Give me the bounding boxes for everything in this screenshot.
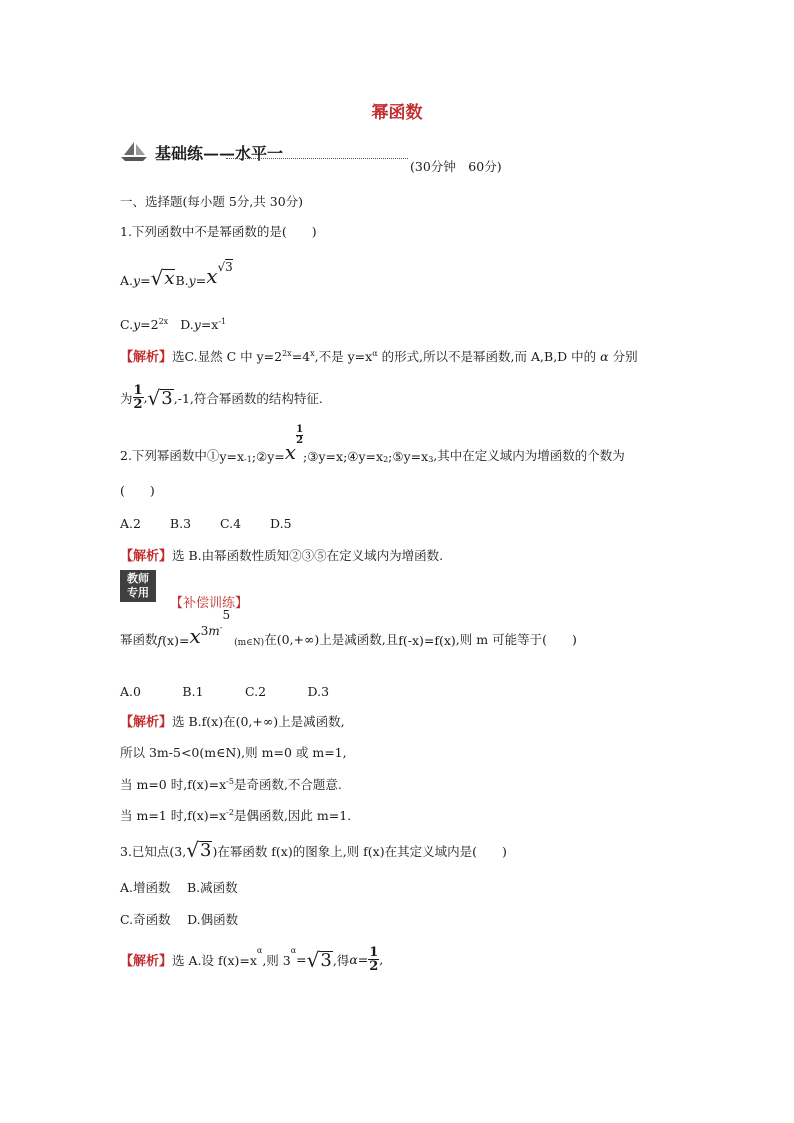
fraction-half: $\frac{1}{2}$ bbox=[133, 383, 143, 412]
fraction-half: $\frac{1}{2}$ bbox=[369, 945, 379, 974]
question-2-options: A.2 B.3 C.4 D.5 bbox=[120, 516, 292, 531]
section-divider bbox=[226, 158, 408, 159]
part-heading: 一、选择题(每小题 5分,共 30分) bbox=[120, 194, 304, 209]
sqrt-x: √ x bbox=[150, 266, 175, 290]
sqrt-3: √ 3 bbox=[306, 947, 332, 972]
section-heading: 基础练——水平一 bbox=[155, 144, 284, 163]
supplementary-label: 【补偿训练】 bbox=[170, 596, 249, 611]
supplementary-answer: 【解析】选 B.f(x)在(0,+∞)上是减函数, bbox=[120, 714, 345, 730]
supplementary-answer-line3: 当 m=0 时$,f(x)=x^{-5}$是奇函数,不合题意. bbox=[120, 776, 342, 792]
teacher-only-badge: 教师 专用 bbox=[120, 570, 156, 602]
question-3-options-cd: C.奇函数 D.偶函数 bbox=[120, 912, 239, 927]
supplementary-options: A.0 B.1 C.2 D.3 bbox=[120, 684, 330, 699]
question-1-stem: 1.下列函数中不是幂函数的是( ) bbox=[120, 224, 317, 239]
supplementary-stem: 幂函数 f (x)= x 3m- 5 (m∈N) 在(0,+∞)上是减函数,且 f(-x)=f(x) ,则 m 可能等于( ) bbox=[120, 608, 577, 648]
question-1-answer: 【解析】选C.显然 C 中 $y=2^{2x}=4^x$,不是 $y=x^\alpha$ 的形式,所以不是幂函数,而 A,B,D 中的 α 分别 bbox=[120, 348, 638, 365]
question-3-answer: 【解析】 选 A.设 f(x)=x $^\alpha$ ,则 3 $^\alpha$ = √ 3 ,得 α = $\frac{1}{2}$ , bbox=[120, 945, 384, 974]
supplementary-answer-line2: 所以 3m-5<0(m∈N),则 m=0 或 m=1, bbox=[120, 745, 347, 760]
page-title: 幂函数 bbox=[371, 103, 423, 123]
question-3-options-ab: A.增函数 B.减函数 bbox=[120, 880, 238, 895]
sqrt-3: √ 3 bbox=[186, 838, 212, 862]
question-2-paren: ( ) bbox=[120, 483, 155, 498]
question-1-options-ab: A. y = √ x B. y = x √ 3 bbox=[120, 260, 233, 290]
supplementary-answer-line4: 当 m=1 时$,f(x)=x^{-2}$是偶函数,因此 m=1. bbox=[120, 807, 352, 823]
sailboat-icon bbox=[118, 140, 150, 162]
question-1-options-cd: $C.y=2^{2x}$ $D.y=x^{-1}$ bbox=[120, 317, 227, 333]
question-2-answer: 【解析】选 B.由幂函数性质知②③⑤在定义域内为增函数. bbox=[120, 548, 444, 564]
sqrt-3: √ 3 bbox=[147, 385, 173, 410]
question-3-stem: 3.已知点(3, √ 3 )在幂函数 f(x)的图象上,则 f(x)在其定义域内是( ) bbox=[120, 838, 507, 862]
section-meta: (30分钟 60分) bbox=[410, 159, 502, 174]
question-2-stem: 2.下列幂函数中① y=x $_{-1}$ ;② y= x 1 2 ;③ y=x ;④ y=x $_2$ ;⑤ y=x $_3$ ,其中在定义域内为增函数的个数为 bbox=[120, 424, 625, 464]
question-1-answer-line2: 为 $\frac{1}{2}$ , √ 3 ,-1,符合幂函数的结构特征. bbox=[120, 383, 323, 412]
